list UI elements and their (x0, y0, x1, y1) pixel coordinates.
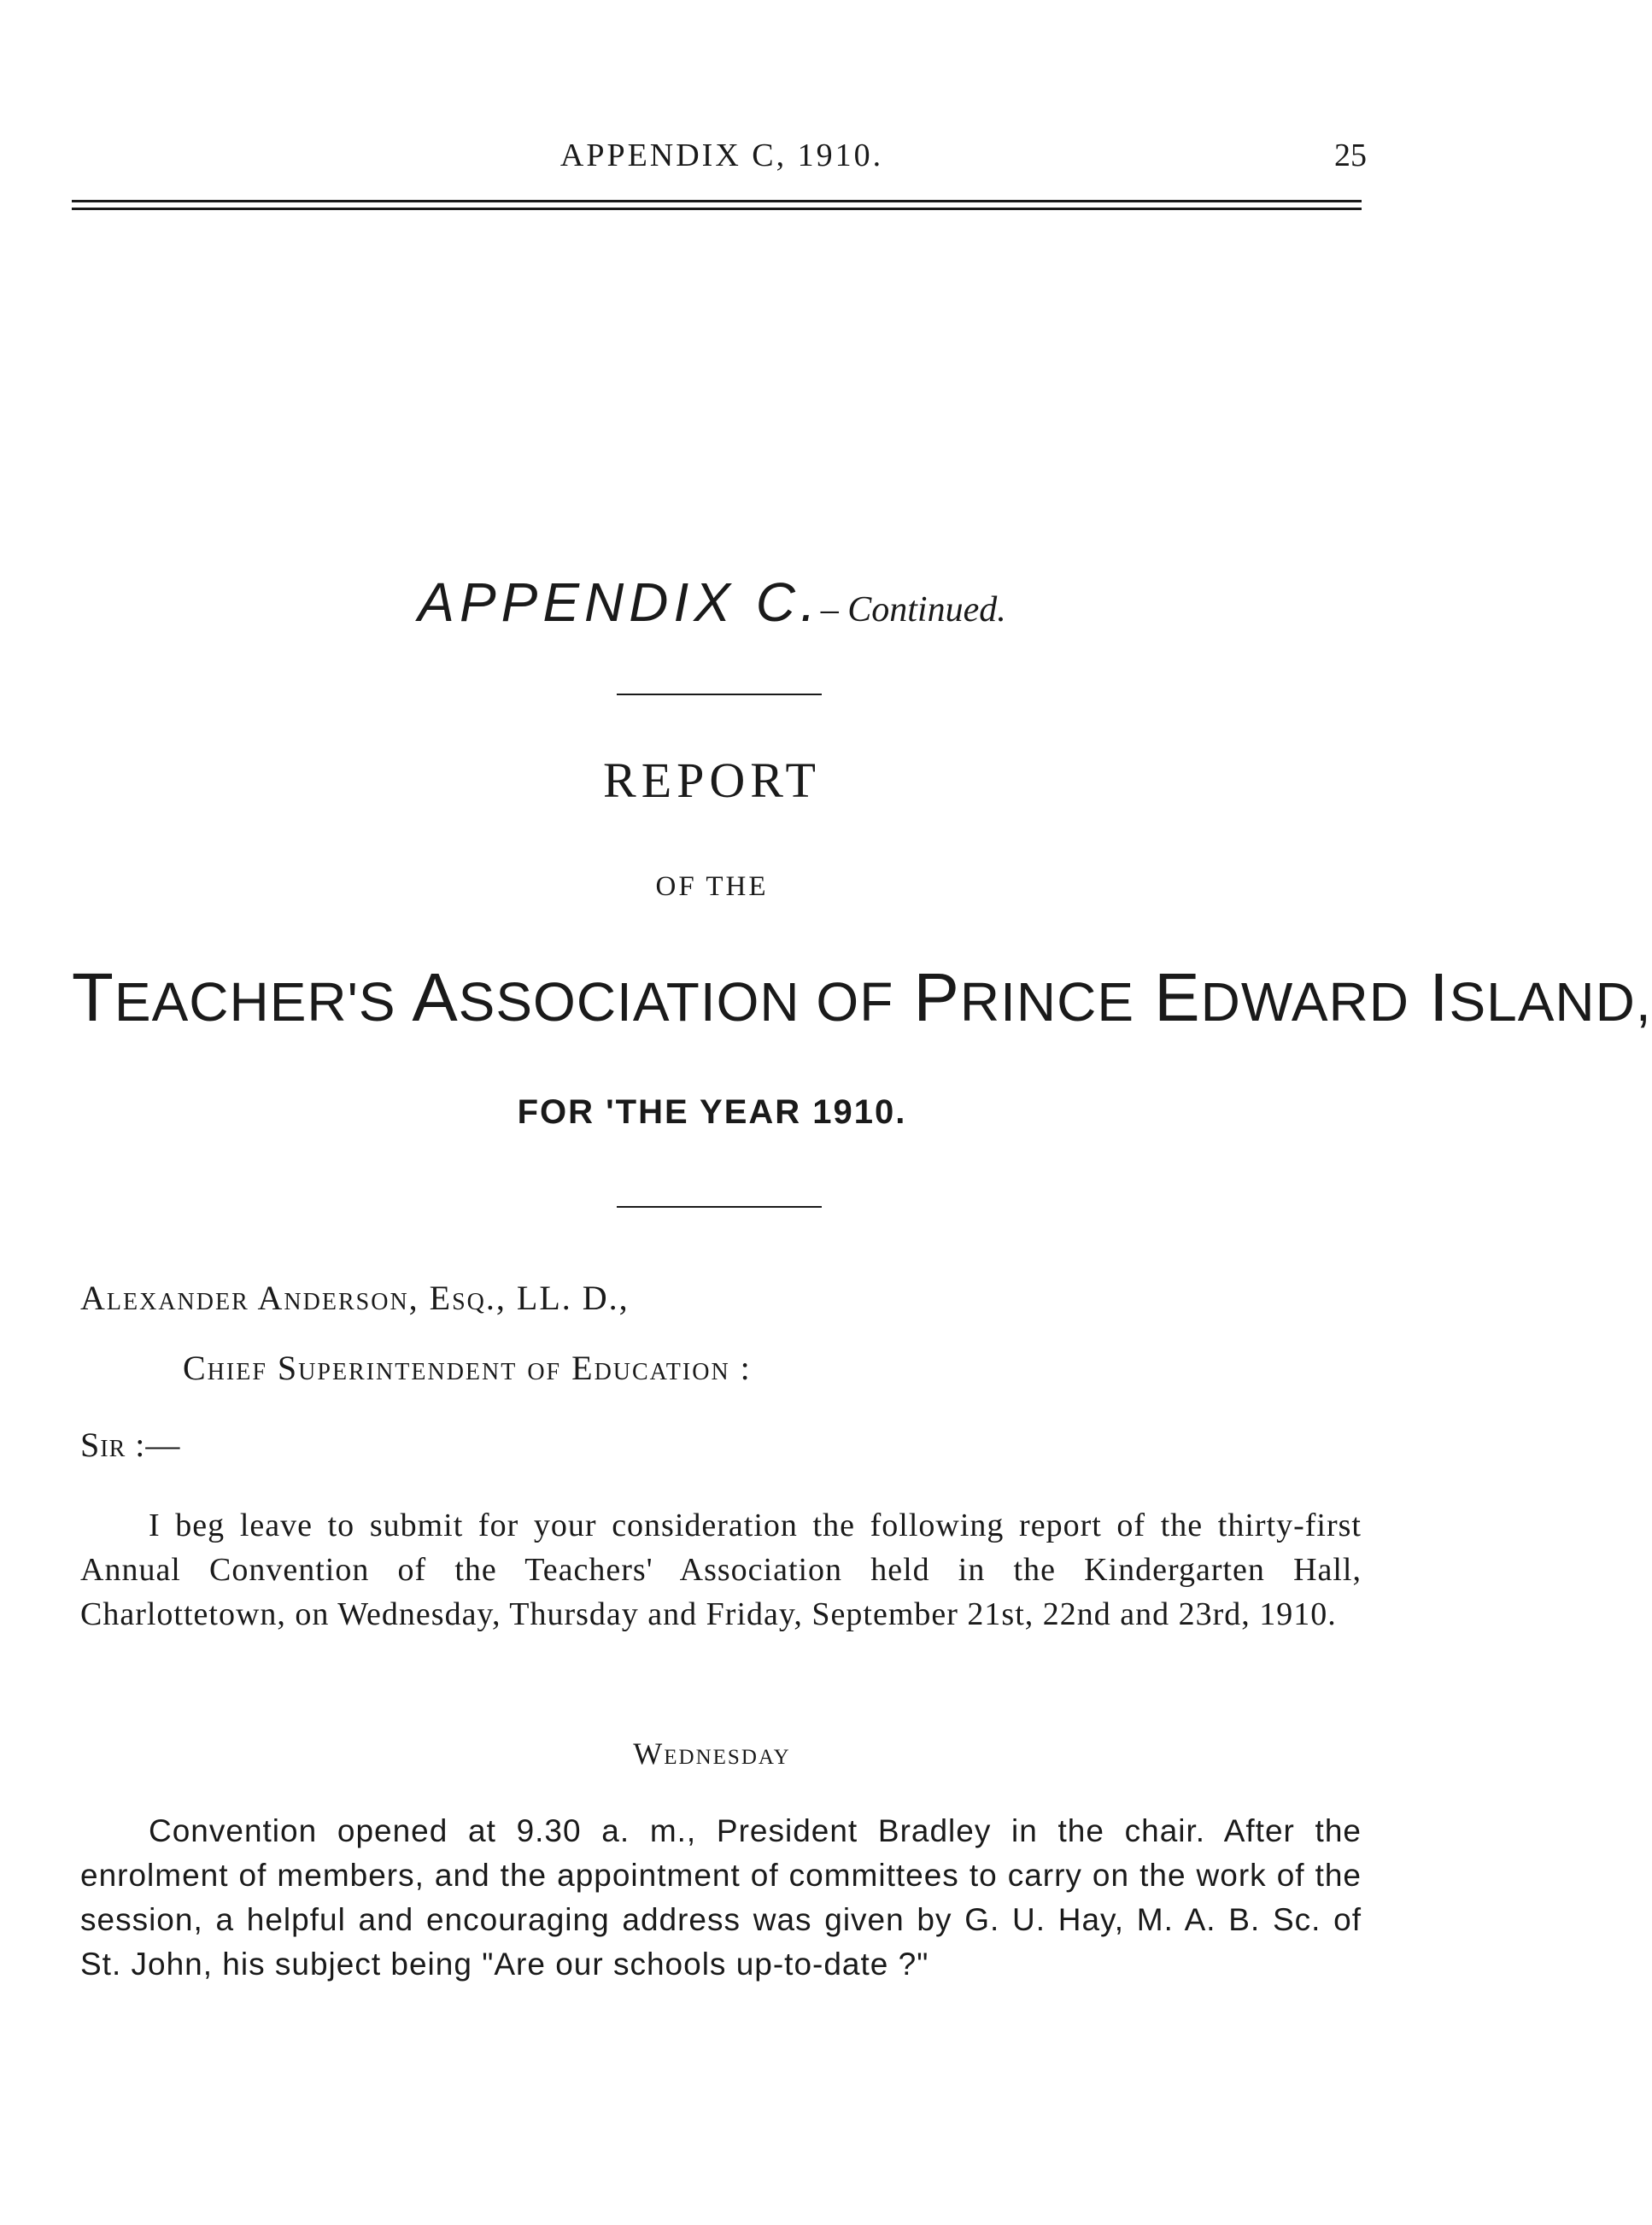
assoc-word-prince: RINCE (959, 971, 1135, 1033)
running-title: APPENDIX C, 1910. (559, 138, 884, 173)
title-rule-top (617, 694, 822, 695)
section-heading-wednesday: Wednesday (633, 1736, 791, 1771)
title-rule-bottom (617, 1206, 822, 1208)
salutation: Sir :— (80, 1426, 181, 1464)
assoc-initial-a: A (412, 959, 459, 1035)
assoc-word-island: SLAND, (1449, 971, 1652, 1033)
appendix-continued: – Continued. (820, 590, 1006, 629)
appendix-label: APPENDIX C. (418, 571, 821, 633)
addressee: Alexander Anderson, Esq., LL. D., (80, 1279, 630, 1317)
appendix-heading (0, 571, 1424, 634)
report-heading: REPORT (603, 752, 821, 808)
association-title (72, 958, 1652, 1037)
body-paragraph-1: I beg leave to submit for your consideration the following report of the thirty-first Annual Convention of the Teachers' Association held in the Kindergarten Hall, Charlottetown, on Wednesday, Thursday and Friday, September 21st, 22nd and 23rd, 1910. (80, 1508, 1362, 1632)
running-header (77, 137, 1367, 179)
assoc-initial-t: T (72, 959, 114, 1035)
of-the-line: OF THE (655, 871, 769, 902)
assoc-initial-e: E (1154, 959, 1201, 1035)
addressee-title: Chief Superintendent of Education : (183, 1349, 752, 1387)
assoc-word-teachers: EACHER'S (114, 971, 396, 1033)
header-double-rule (72, 200, 1362, 210)
assoc-word-association: SSOCIATION OF (458, 971, 894, 1033)
year-line: FOR 'THE YEAR 1910. (517, 1093, 907, 1131)
page-number: 25 (1334, 138, 1367, 173)
body-paragraph-2: Convention opened at 9.30 a. m., President Bradley in the chair. After the enrolment of members, and the appointment of committees to carry on the work of the session, a helpful and encouraging address was given by G. U. Hay, M. A. B. Sc. of St. John, his subject being "Are our schools up-to-date ?" (80, 1813, 1362, 1982)
assoc-initial-p: P (913, 959, 960, 1035)
assoc-initial-i: I (1429, 959, 1450, 1035)
assoc-word-edward: DWARD (1200, 971, 1409, 1033)
